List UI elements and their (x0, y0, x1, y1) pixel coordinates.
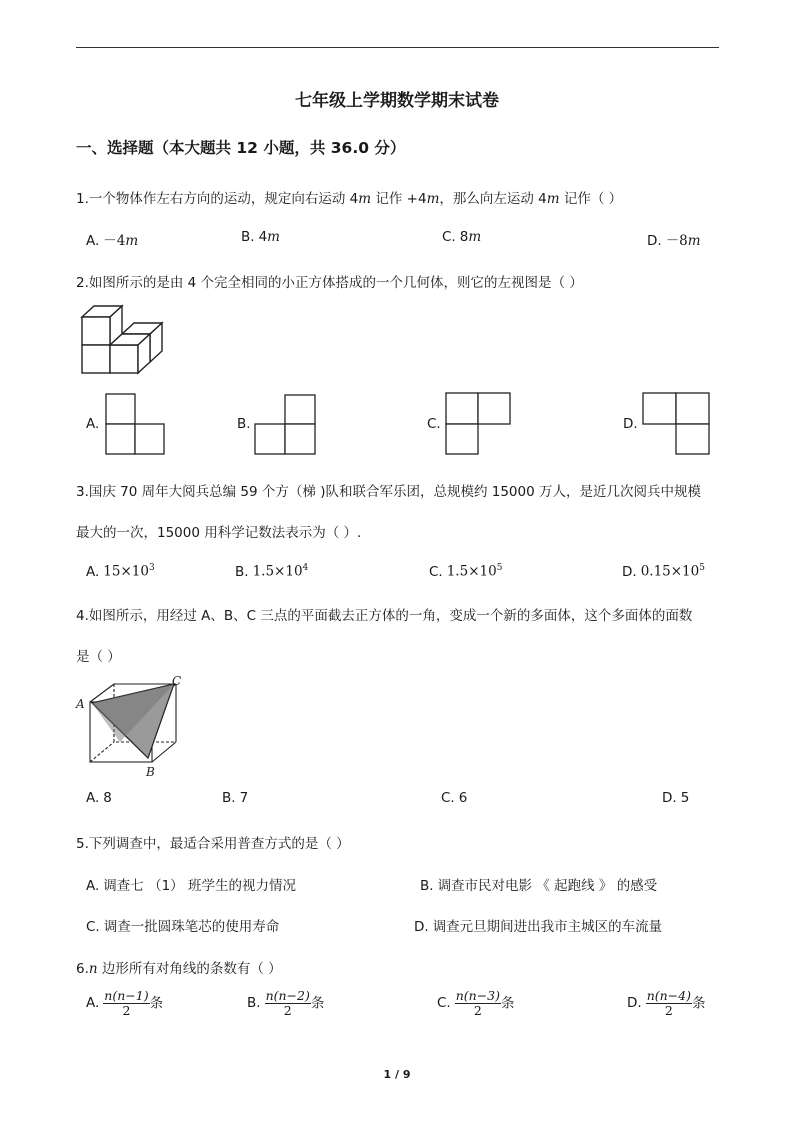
option-unit: 条 (310, 995, 325, 1012)
option-letter: C. (442, 229, 456, 245)
q6-option-b[interactable] (247, 989, 324, 1018)
option-letter: B. (420, 878, 434, 894)
q6-rest: 边形所有对角线的条数有（ ） (97, 961, 282, 977)
q2-option-c[interactable] (427, 416, 441, 432)
option-value: 调查元旦期间进出我市主城区的车流量 (432, 919, 663, 935)
option-times: ×10 (670, 563, 700, 580)
question-3-stem-line2: 最大的一次，15000 用科学记数法表示为（ ）. (76, 525, 362, 541)
q1-option-c[interactable] (442, 229, 481, 245)
q3-option-b[interactable] (235, 563, 308, 580)
header-rule (76, 47, 719, 48)
q6-prefix: 6. (76, 961, 89, 977)
option-letter: B. (235, 563, 249, 580)
section-heading: 一、选择题（本大题共 12 小题，共 36.0 分） (76, 139, 406, 157)
question-1-stem (76, 187, 622, 207)
q6-option-d[interactable] (627, 989, 705, 1018)
q5-option-a[interactable] (86, 874, 296, 894)
option-unit: 条 (501, 995, 515, 1012)
option-letter: D. (647, 233, 662, 249)
fraction-numerator: n(n−1) (104, 988, 149, 1003)
q6-var: n (88, 961, 98, 977)
q6-option-c[interactable] (437, 989, 515, 1018)
option-unit: m (125, 233, 139, 249)
option-fraction (103, 989, 149, 1018)
q4-label-a: A (76, 697, 85, 711)
page-number: 1 / 9 (383, 1068, 411, 1081)
option-fraction (455, 989, 501, 1018)
q4-label-b: B (146, 765, 155, 779)
q4-option-a[interactable] (86, 790, 112, 806)
q1-var3: m (546, 191, 560, 207)
option-value: 5 (680, 790, 690, 806)
option-letter: B. (237, 416, 251, 432)
option-exp: 5 (496, 563, 503, 573)
q1-stem-mid: 记作 +4 (371, 191, 427, 207)
option-value: －8 (665, 233, 688, 249)
option-value: 8 (103, 790, 112, 806)
q2-option-d[interactable] (623, 416, 638, 432)
q2-option-b[interactable] (237, 416, 251, 432)
option-letter: D. (662, 790, 677, 806)
q4-option-b[interactable] (222, 790, 248, 806)
option-exp: 4 (302, 563, 309, 573)
option-letter: B. (222, 790, 236, 806)
option-times: ×10 (274, 563, 303, 580)
option-exp: 5 (699, 563, 705, 573)
q3-option-d[interactable] (622, 563, 705, 580)
option-letter: A. (86, 563, 100, 580)
option-letter: C. (429, 563, 443, 580)
q3-option-c[interactable] (429, 563, 502, 580)
q6-option-a[interactable] (86, 989, 163, 1018)
option-exp: 3 (148, 563, 155, 573)
option-value: 7 (239, 790, 249, 806)
q1-stem-tail: 记作（ ） (559, 191, 623, 207)
option-unit: m (687, 233, 701, 249)
q4-option-c[interactable] (441, 790, 467, 806)
q2-option-c-view (445, 392, 512, 455)
option-letter: C. (427, 416, 441, 432)
fraction-numerator: n(n−2) (265, 988, 310, 1003)
option-letter: B. (241, 229, 255, 245)
option-unit: m (468, 229, 482, 245)
option-coef: 15 (103, 563, 121, 580)
option-unit: m (267, 229, 280, 245)
option-letter: D. (622, 563, 637, 580)
option-value: 4 (258, 229, 268, 245)
q1-stem-end: ，那么向左运动 4 (439, 191, 547, 207)
fraction-numerator: n(n−3) (455, 988, 500, 1003)
q3-option-a[interactable] (86, 563, 155, 580)
option-value: 8 (459, 229, 469, 245)
option-value: 调查一批圆珠笔芯的使用寿命 (103, 919, 280, 935)
q5-option-d[interactable] (414, 915, 662, 935)
q1-option-b[interactable] (241, 229, 280, 245)
option-times: ×10 (468, 563, 497, 580)
question-4-stem-line1: 4.如图所示，用经过 A、B、C 三点的平面截去正方体的一角，变成一个新的多面体，这个多面体的面数 (76, 608, 693, 624)
option-times: ×10 (120, 563, 149, 580)
option-coef: 1.5 (446, 563, 469, 580)
fraction-denominator: 2 (664, 1002, 673, 1018)
question-5-stem: 5.下列调查中，最适合采用普查方式的是（ ） (76, 836, 350, 852)
fraction-denominator: 2 (473, 1002, 482, 1018)
option-letter: A. (86, 416, 100, 432)
option-unit: 条 (691, 995, 706, 1012)
option-value: 6 (458, 790, 468, 806)
q2-option-b-view (254, 394, 316, 455)
option-value: 调查市民对电影 《 起跑线 》 的感受 (437, 878, 658, 894)
question-6-stem (76, 957, 282, 977)
page-title: 七年级上学期数学期末试卷 (295, 91, 499, 111)
option-letter: C. (86, 919, 100, 935)
q5-option-b[interactable] (420, 874, 657, 894)
q2-cube-figure (78, 303, 168, 379)
q4-option-d[interactable] (662, 790, 689, 806)
option-letter: A. (86, 233, 100, 249)
question-3-stem-line1: 3.国庆 70 周年大阅兵总编 59 个方（梯 )队和联合军乐团，总规模约 15000 万人，是近几次阅兵中规模 (76, 484, 701, 500)
question-2-stem: 2.如图所示的是由 4 个完全相同的小正方体搭成的一个几何体，则它的左视图是（ ） (76, 275, 583, 291)
q1-option-a[interactable] (86, 229, 138, 249)
option-coef: 0.15 (640, 563, 671, 580)
fraction-denominator: 2 (122, 1002, 131, 1018)
q4-cube-figure (74, 672, 186, 780)
option-letter: C. (437, 995, 451, 1012)
option-fraction (265, 989, 311, 1018)
option-letter: A. (86, 995, 100, 1012)
q2-option-a[interactable] (86, 416, 99, 432)
option-letter: C. (441, 790, 455, 806)
fraction-denominator: 2 (283, 1002, 292, 1018)
option-letter: A. (86, 878, 100, 894)
fraction-numerator: n(n−4) (646, 988, 691, 1003)
q2-option-d-view (642, 392, 711, 455)
option-coef: 1.5 (252, 563, 275, 580)
q1-var2: m (426, 191, 440, 207)
option-fraction (646, 989, 692, 1018)
option-letter: B. (247, 995, 261, 1012)
option-value: －4 (103, 233, 126, 249)
q2-option-a-view (105, 393, 165, 455)
q1-var: m (358, 191, 372, 207)
option-unit: 条 (149, 995, 164, 1012)
option-letter: D. (627, 995, 642, 1012)
q1-option-d[interactable] (647, 229, 701, 249)
q4-label-c: C (172, 674, 182, 688)
option-value: 调查七 （1） 班学生的视力情况 (103, 878, 296, 894)
option-letter: A. (86, 790, 100, 806)
option-letter: D. (414, 919, 429, 935)
question-4-stem-line2: 是（ ） (76, 649, 121, 665)
q1-stem-part: 1.一个物体作左右方向的运动，规定向右运动 4 (76, 191, 359, 207)
q5-option-c[interactable] (86, 915, 279, 935)
option-letter: D. (623, 416, 638, 432)
